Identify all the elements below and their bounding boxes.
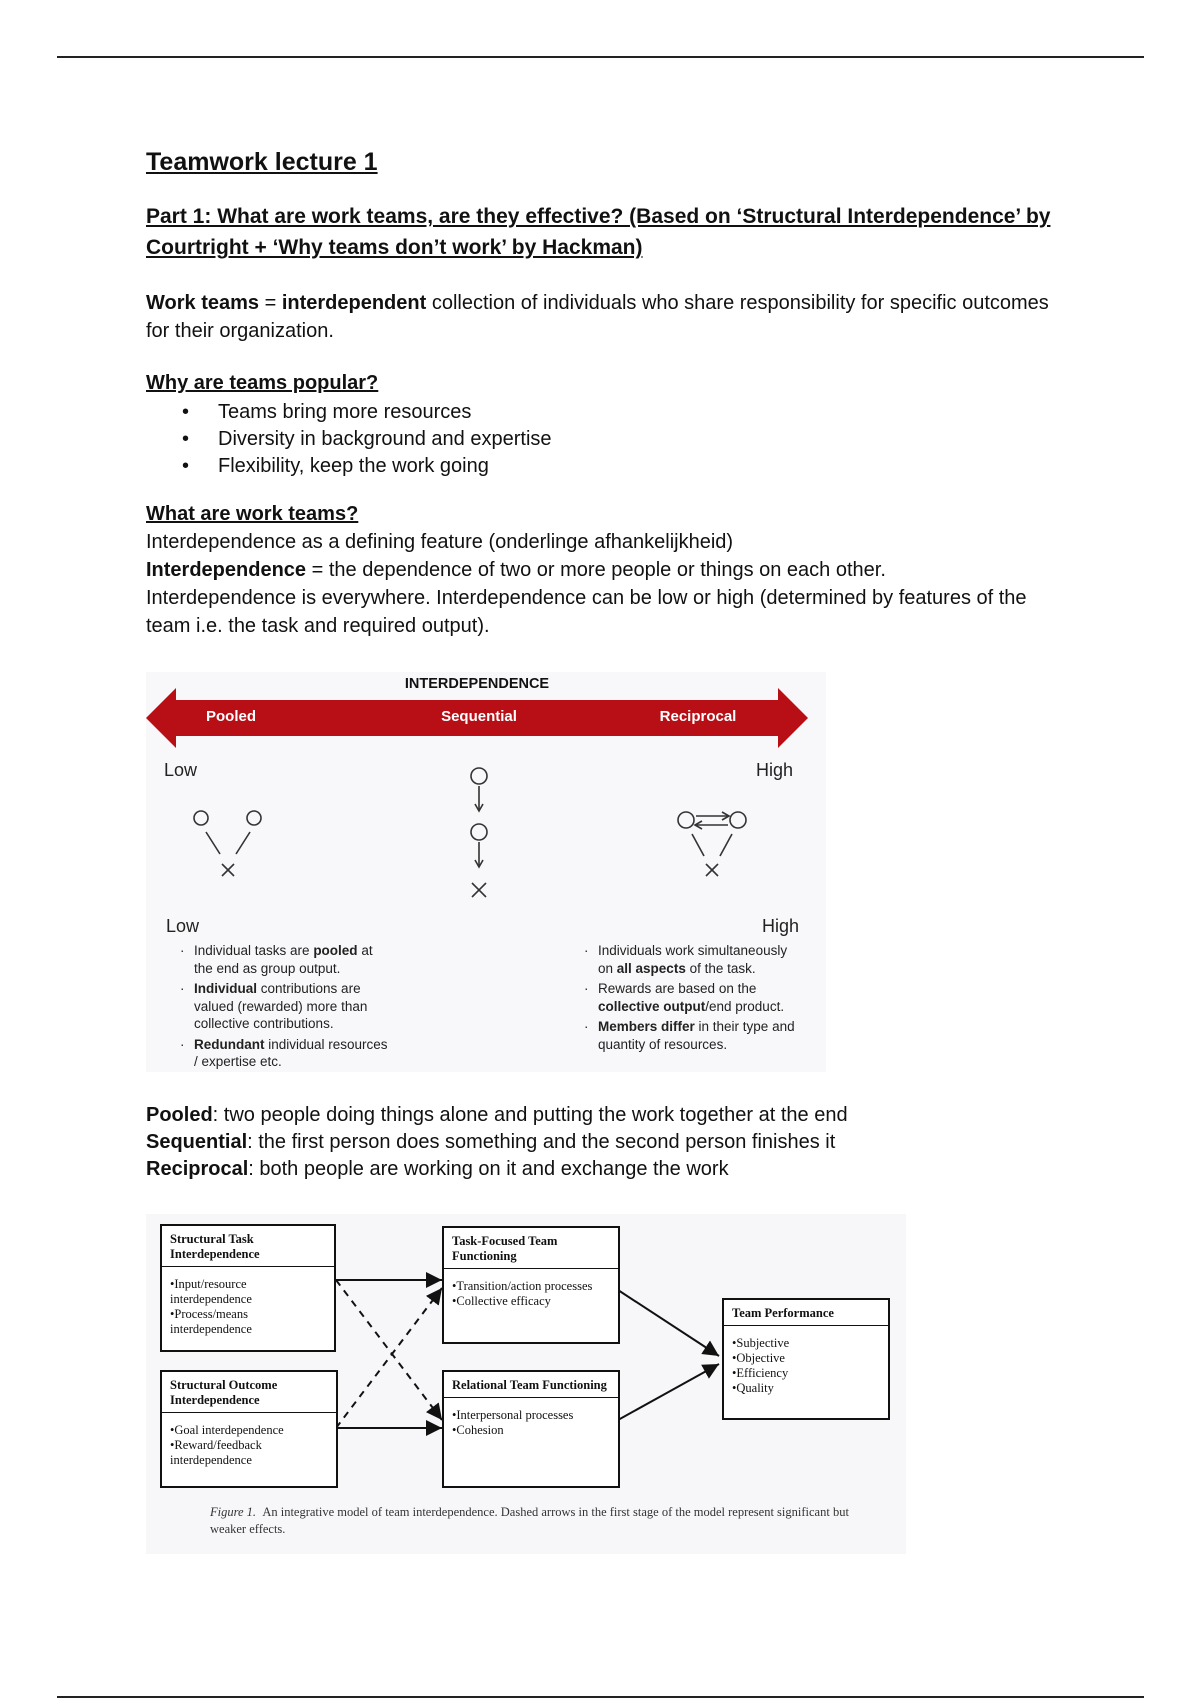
page-title: Teamwork lecture 1 bbox=[146, 148, 378, 176]
caption-label: Figure 1. bbox=[210, 1505, 257, 1519]
list-item: •Efficiency bbox=[732, 1366, 789, 1380]
what-line-3: Interdependence is everywhere. Interdependence can be low or high (determined by features of the team i.e. the task and required output). bbox=[146, 587, 1027, 637]
def-term: Reciprocal bbox=[146, 1158, 249, 1180]
list-item: •Objective bbox=[732, 1351, 785, 1365]
work-teams-term: Work teams bbox=[146, 292, 260, 314]
arrow-task-to-relational bbox=[336, 1280, 442, 1420]
caption-text: An integrative model of team interdependence. Dashed arrows in the first stage of the model represent significant but weaker effects. bbox=[210, 1505, 849, 1536]
low-label: Low bbox=[164, 760, 198, 780]
low-bullets bbox=[180, 942, 390, 1074]
high-label: High bbox=[756, 760, 794, 780]
arrow-relational-to-performance bbox=[618, 1364, 719, 1420]
def-text: : both people are working on it and exchange the work bbox=[248, 1158, 729, 1180]
list-item: • Teams bring more resources bbox=[146, 399, 1076, 426]
box-body bbox=[444, 1269, 618, 1313]
list-item: · Individuals work simultaneously on all aspects of the task. bbox=[584, 942, 804, 977]
part-heading: Part 1: What are work teams, are they effective? (Based on ‘Structural Interdependence’ by Courtright + ‘Why teams don’t work’ by Hackman) bbox=[146, 205, 1051, 259]
interdependence-figure bbox=[146, 672, 826, 1072]
list-item: •Collective efficacy bbox=[452, 1294, 551, 1308]
list-item: •Reward/feedback interdependence bbox=[170, 1438, 262, 1467]
box-heading: Team Performance bbox=[724, 1300, 888, 1326]
popular-heading: Why are teams popular? bbox=[146, 372, 379, 394]
list-item: •Input/resource interdependence bbox=[170, 1277, 252, 1306]
arrow-label-sequential: Sequential bbox=[441, 708, 517, 725]
structural-outcome-box bbox=[160, 1370, 338, 1488]
high-bullets bbox=[584, 942, 804, 1056]
box-body bbox=[162, 1267, 334, 1341]
interdependence-rest: = the dependence of two or more people or things on each other. bbox=[306, 559, 886, 581]
sequential-symbol bbox=[471, 768, 487, 897]
what-heading: What are work teams? bbox=[146, 503, 359, 525]
box-body bbox=[724, 1326, 888, 1400]
list-item: •Subjective bbox=[732, 1336, 790, 1350]
reciprocal-symbol bbox=[678, 812, 746, 876]
bottom-rule bbox=[57, 1696, 1144, 1698]
structural-task-box bbox=[160, 1224, 336, 1352]
interdependence-term: Interdependence bbox=[146, 559, 307, 581]
work-teams-definition bbox=[146, 289, 1076, 345]
figure-title: INTERDEPENDENCE bbox=[404, 676, 550, 692]
list-item: •Goal interdependence bbox=[170, 1423, 284, 1437]
list-item: •Cohesion bbox=[452, 1423, 504, 1437]
list-item: · Individual contributions are valued (rewarded) more than collective contributions. bbox=[180, 980, 390, 1033]
box-heading: Task-Focused Team Functioning bbox=[444, 1228, 618, 1269]
equals-sign: = bbox=[259, 292, 282, 314]
what-line-1: Interdependence as a defining feature (onderlinge afhankelijkheid) bbox=[146, 531, 734, 553]
list-item: •Interpersonal processes bbox=[452, 1408, 574, 1422]
relational-box bbox=[442, 1370, 620, 1488]
arrow-label-reciprocal: Reciprocal bbox=[659, 708, 737, 725]
document-body bbox=[146, 140, 1076, 640]
list-item: •Process/means interdependence bbox=[170, 1307, 252, 1336]
top-rule bbox=[57, 56, 1144, 58]
def-term: Pooled bbox=[146, 1104, 213, 1126]
figure-caption bbox=[210, 1504, 870, 1538]
list-item: • Flexibility, keep the work going bbox=[146, 453, 1076, 480]
list-item: · Redundant individual resources / expertise etc. bbox=[180, 1036, 390, 1071]
list-item: · Members differ in their type and quantity of resources. bbox=[584, 1018, 804, 1053]
box-body bbox=[444, 1398, 618, 1442]
def-pooled bbox=[146, 1102, 1076, 1129]
list-item: · Rewards are based on the collective output/end product. bbox=[584, 980, 804, 1015]
pooled-symbol bbox=[194, 811, 261, 876]
popular-list bbox=[146, 399, 1076, 480]
high-label-2: High bbox=[762, 916, 800, 936]
low-label-2: Low bbox=[166, 916, 200, 936]
interdependence-definition bbox=[146, 556, 1076, 584]
team-performance-box bbox=[722, 1298, 890, 1420]
team-interdependence-model bbox=[146, 1214, 906, 1554]
interdependence-types bbox=[146, 1102, 1076, 1183]
work-teams-rest: collection of individuals who share responsibility for specific outcomes for their organization. bbox=[146, 292, 1049, 342]
box-heading: Structural Task Interdependence bbox=[162, 1226, 334, 1267]
box-heading: Structural Outcome Interdependence bbox=[162, 1372, 336, 1413]
task-focused-box bbox=[442, 1226, 620, 1344]
box-body bbox=[162, 1413, 336, 1472]
def-term: Sequential bbox=[146, 1131, 248, 1153]
list-item: •Quality bbox=[732, 1381, 774, 1395]
interdependent-term: interdependent bbox=[281, 292, 427, 314]
list-item: •Transition/action processes bbox=[452, 1279, 593, 1293]
arrow-label-pooled: Pooled bbox=[205, 708, 256, 725]
def-sequential bbox=[146, 1129, 1076, 1156]
box-heading: Relational Team Functioning bbox=[444, 1372, 618, 1398]
def-text: : the first person does something and the second person finishes it bbox=[247, 1131, 836, 1153]
def-reciprocal bbox=[146, 1156, 1076, 1183]
list-item: · Individual tasks are pooled at the end as group output. bbox=[180, 942, 390, 977]
list-item: • Diversity in background and expertise bbox=[146, 426, 1076, 453]
arrow-outcome-to-task bbox=[336, 1288, 442, 1428]
arrow-task-to-performance bbox=[618, 1290, 719, 1356]
def-text: : two people doing things alone and putting the work together at the end bbox=[212, 1104, 848, 1126]
